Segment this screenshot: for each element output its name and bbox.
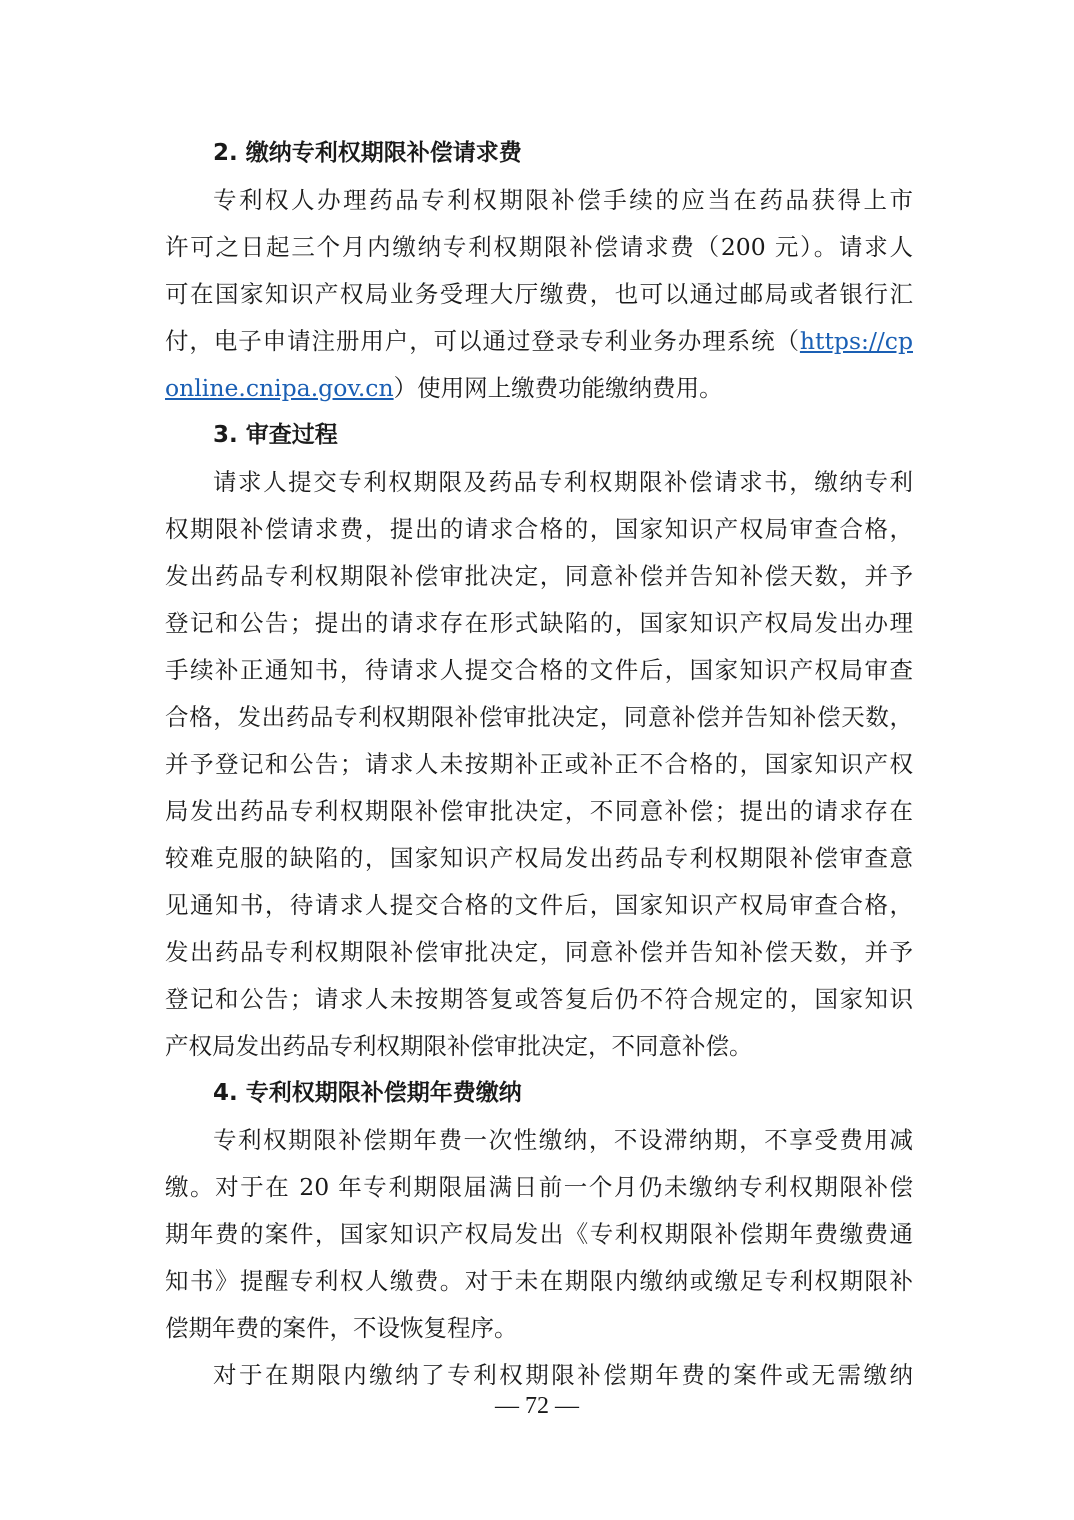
cponline-link-part2[interactable]: online.cnipa.gov.cn (165, 374, 394, 402)
paragraph-line: 登记和公告；请求人未按期答复或答复后仍不符合规定的，国家知识 (165, 985, 913, 1013)
page-number: — 72 — (495, 1393, 579, 1419)
paragraph-line: 可在国家知识产权局业务受理大厅缴费，也可以通过邮局或者银行汇 (165, 280, 913, 308)
paragraph-line-with-link (165, 365, 913, 412)
paragraph-line: 发出药品专利权期限补偿审批决定，同意补偿并告知补偿天数，并予 (165, 562, 913, 590)
paragraph-text: ）使用网上缴费功能缴纳费用。 (393, 374, 723, 402)
document-body (165, 130, 913, 1399)
paragraph-line: 较难克服的缺陷的，国家知识产权局发出药品专利权期限补偿审查意 (165, 844, 913, 872)
paragraph-line: 发出药品专利权期限补偿审批决定，同意补偿并告知补偿天数，并予 (165, 938, 913, 966)
paragraph-line-with-link (165, 318, 913, 365)
paragraph-line: 缴。对于在 20 年专利期限届满日前一个月仍未缴纳专利权期限补偿 (165, 1173, 913, 1201)
paragraph-line: 期年费的案件，国家知识产权局发出《专利权期限补偿期年费缴费通 (165, 1220, 913, 1248)
paragraph-line: 登记和公告；提出的请求存在形式缺陷的，国家知识产权局发出办理 (165, 609, 913, 637)
paragraph-line: 请求人提交专利权期限及药品专利权期限补偿请求书，缴纳专利 (213, 468, 913, 496)
paragraph-line: 并予登记和公告；请求人未按期补正或补正不合格的，国家知识产权 (165, 750, 913, 778)
paragraph-line: 专利权期限补偿期年费一次性缴纳，不设滞纳期，不享受费用减 (213, 1126, 913, 1154)
paragraph-line: 专利权人办理药品专利权期限补偿手续的应当在药品获得上市 (213, 186, 913, 214)
section-3-heading: 3. 审查过程 (213, 422, 338, 448)
paragraph-line: 产权局发出药品专利权期限补偿审批决定，不同意补偿。 (165, 1032, 753, 1060)
paragraph-line: 许可之日起三个月内缴纳专利权期限补偿请求费（200 元）。请求人 (165, 233, 913, 261)
paragraph-line: 合格，发出药品专利权期限补偿审批决定，同意补偿并告知补偿天数， (165, 703, 913, 731)
paragraph-line: 知书》提醒专利权人缴费。对于未在期限内缴纳或缴足专利权期限补 (165, 1267, 913, 1295)
paragraph-line: 手续补正通知书，待请求人提交合格的文件后，国家知识产权局审查 (165, 656, 913, 684)
paragraph-line: 见通知书，待请求人提交合格的文件后，国家知识产权局审查合格， (165, 891, 913, 919)
paragraph-line: 对于在期限内缴纳了专利权期限补偿期年费的案件或无需缴纳 (213, 1361, 913, 1389)
paragraph-line: 权期限补偿请求费，提出的请求合格的，国家知识产权局审查合格， (165, 515, 913, 543)
section-4-heading: 4. 专利权期限补偿期年费缴纳 (213, 1080, 522, 1106)
section-2-heading: 2. 缴纳专利权期限补偿请求费 (213, 140, 522, 166)
paragraph-line: 局发出药品专利权期限补偿审批决定，不同意补偿；提出的请求存在 (165, 797, 913, 825)
paragraph-line: 偿期年费的案件，不设恢复程序。 (165, 1314, 518, 1342)
cponline-link-part1[interactable]: https://cp (799, 327, 913, 355)
paragraph-text: 付，电子申请注册用户，可以通过登录专利业务办理系统（ (165, 327, 800, 355)
